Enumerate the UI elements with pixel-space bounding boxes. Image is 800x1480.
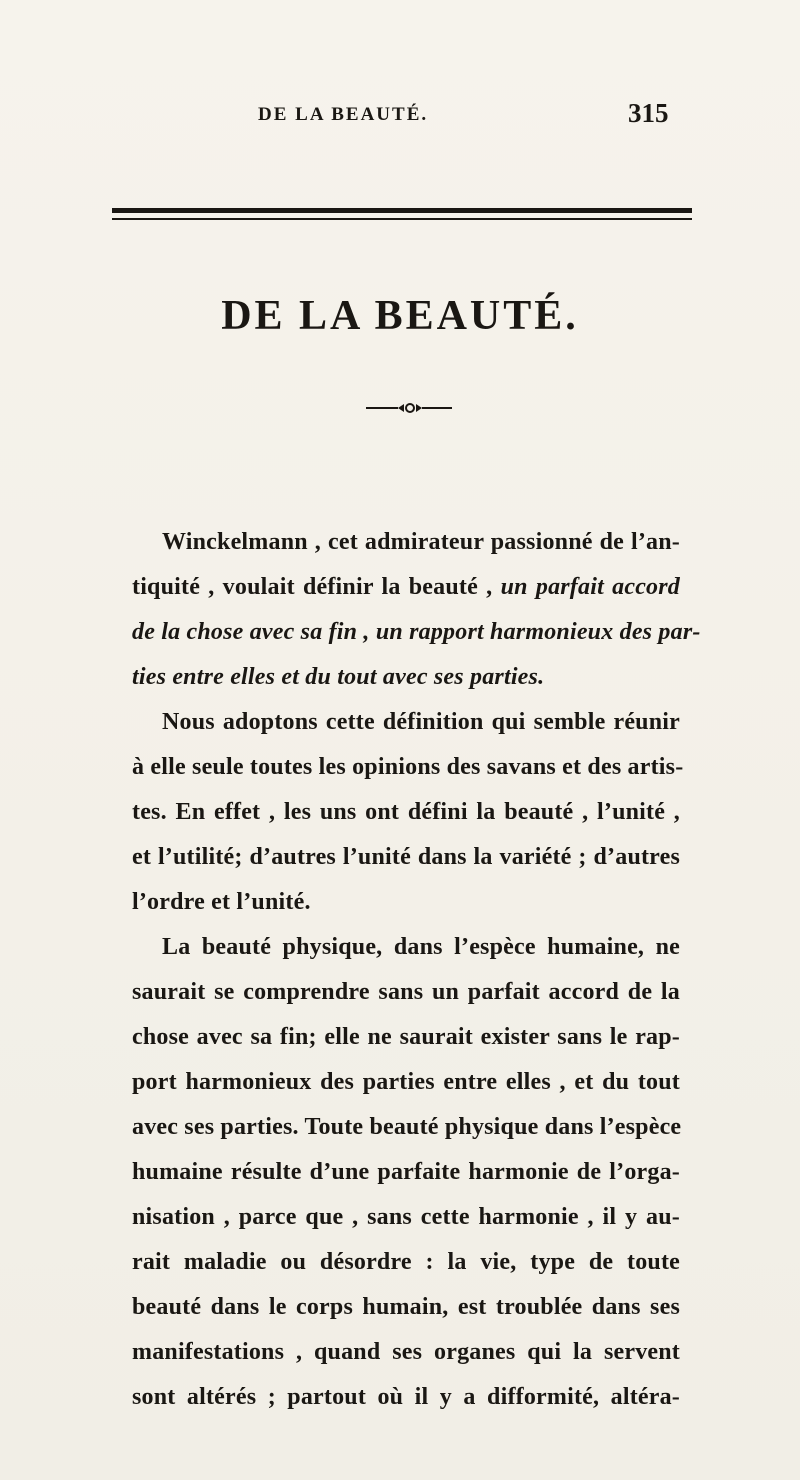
page-number: 315: [628, 98, 669, 128]
header-rule-thick: [112, 208, 692, 213]
text-line: l’ordre et l’unité.: [132, 889, 311, 915]
text-line: manifestations , quand ses organes qui la servent: [132, 1339, 680, 1365]
body-text: [132, 520, 701, 1420]
text-line: Nous adoptons cette définition qui semble réunir: [162, 709, 680, 735]
text-line: port harmonieux des parties entre elles , et du tout: [132, 1069, 680, 1095]
text-line: avec ses parties. Toute beauté physique dans l’espèce: [132, 1114, 682, 1140]
running-header: [0, 98, 800, 138]
text-line: de la chose avec sa fin , un rapport harmonieux des par-: [132, 619, 701, 645]
text-line: nisation , parce que , sans cette harmonie , il y au-: [132, 1204, 680, 1230]
text-line: tes. En effet , les uns ont défini la beauté , l’unité ,: [132, 799, 680, 825]
chapter-title: DE LA BEAUTÉ.: [221, 293, 579, 339]
text-line: chose avec sa fin; elle ne saurait exister sans le rap-: [132, 1024, 680, 1050]
ornament-divider-icon: [364, 400, 454, 416]
text-line: sont altérés ; partout où il y a difformité, altéra-: [132, 1384, 680, 1410]
text-line: La beauté physique, dans l’espèce humaine, ne: [162, 934, 680, 960]
text-line: saurait se comprendre sans un parfait accord de la: [132, 979, 680, 1005]
text-line: rait maladie ou désordre : la vie, type de toute: [132, 1249, 680, 1275]
text-line: ties entre elles et du tout avec ses parties.: [132, 664, 545, 690]
text-line: humaine résulte d’une parfaite harmonie de l’orga-: [132, 1159, 680, 1185]
text-line: à elle seule toutes les opinions des savans et des artis-: [132, 754, 684, 780]
text-line: [132, 565, 680, 610]
text-line: et l’utilité; d’autres l’unité dans la variété ; d’autres: [132, 844, 680, 870]
header-rule-thin: [112, 218, 692, 220]
text-line: beauté dans le corps humain, est troublée dans ses: [132, 1294, 680, 1320]
text-line: Winckelmann , cet admirateur passionné de l’an-: [162, 529, 680, 555]
italic-segment: un parfait accord: [500, 574, 680, 600]
running-title: DE LA BEAUTÉ.: [258, 104, 429, 125]
text-segment: tiquité , voulait définir la beauté ,: [132, 574, 501, 600]
